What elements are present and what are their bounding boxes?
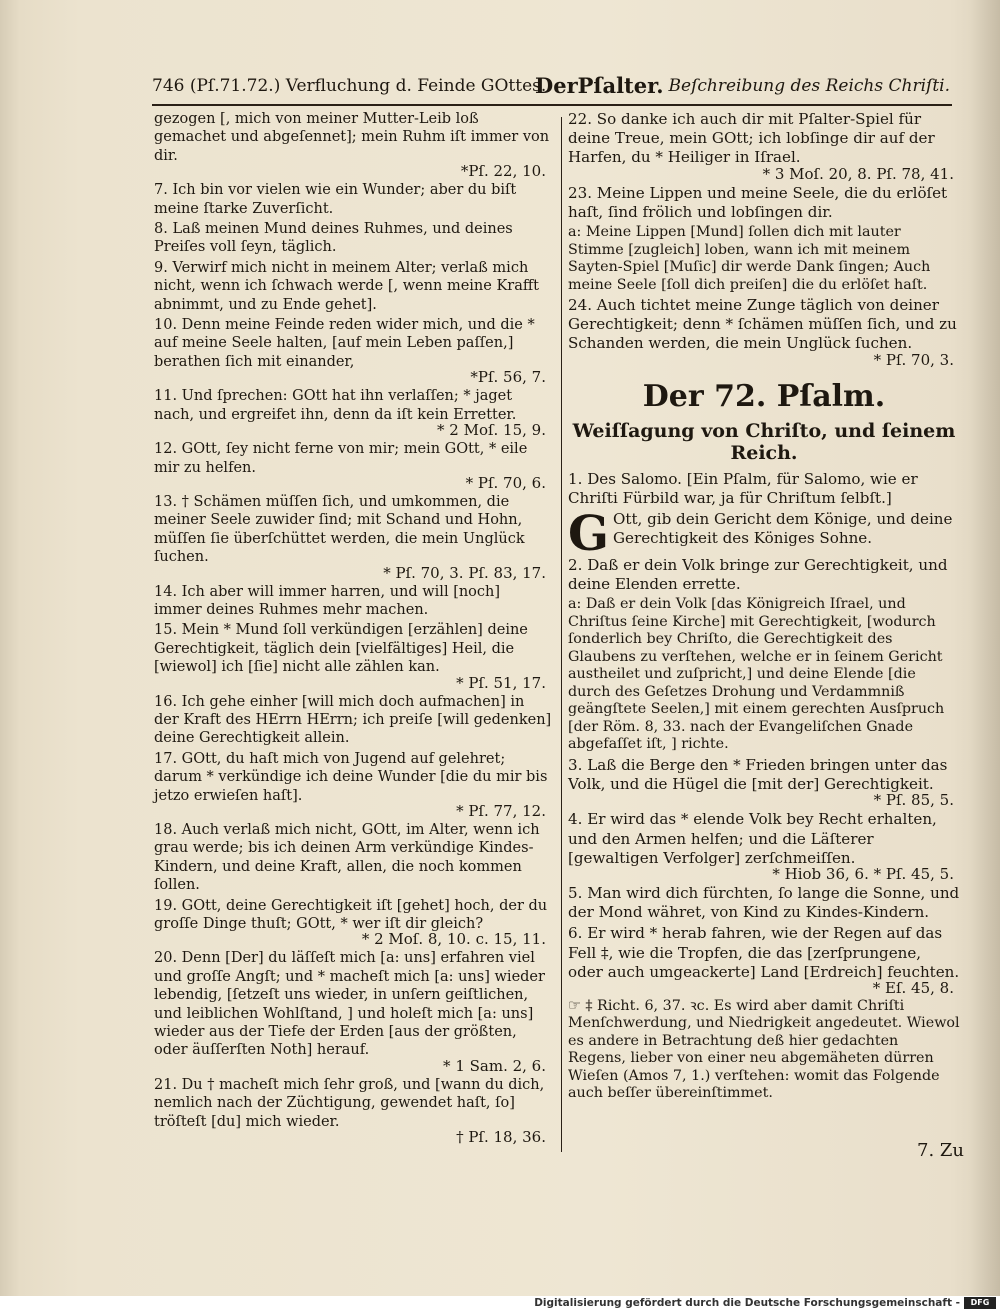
verse: 9. Verwirf mich nicht in meinem Alter; verlaß mich nicht, wenn ich ſchwach werde [, wenn meine Krafft abnimmt, und zu Ende gehet]. [154,259,540,313]
footer-text: Digitalisierung gefördert durch die Deutsche Forschungsgemeinschaft - [534,1297,960,1309]
verse: 14. Ich aber will immer harren, und will [noch] immer deines Ruhmes mehr machen. [154,583,501,618]
drop-cap-initial: G [568,506,609,563]
header-center: DerPſalter. [535,73,664,98]
verse: 2. Daß er dein Volk bringe zur Gerechtigkeit, und deine Elenden errette. [568,556,948,594]
verse: 6. Er wird * herab fahren, wie der Regen auf das Fell ‡, wie die Tropfen, die das [zerſprungene, oder auch umgeackerte] Land [Erdreich] feuchten. * Eſ. 45, 8. [568,924,960,997]
verse: 4. Er wird das * elende Volk bey Recht erhalten, und den Armen helfen; und die Läſterer [gewaltigen Verfolger] zerſchmeiſſen. * Hiob 36, 6. * Pſ. 45, 5. [568,810,954,883]
verse: 7. Ich bin vor vielen wie ein Wunder; aber du biſt meine ſtarke Zuverſicht. [154,182,517,217]
verse: 22. So danke ich auch dir mit Pſalter-Spiel für deine Treue, mein GOtt; ich lobſinge dir auf der Harfen, du * Heiliger in Iſrael. * 3 Moſ. 20, 8. Pſ. 78, 41. [568,110,954,183]
verse: 8. Laß meinen Mund deines Ruhmes, und deines Preiſes voll ſeyn, täglich. [154,221,513,256]
right-column [568,110,960,1105]
verse-note: a: Meine Lippen [Mund] ſollen dich mit lauter Stimme [zugleich] loben, wann ich mit meinem Sayten-Spiel [Muſic] dir werde Dank ſingen; Auch meine Seele [ſoll dich preiſen] die du erlöſet haſt. [568,224,931,293]
verse: 10. Denn meine Feinde reden wider mich, und die * auf meine Seele halten, [auf mein Leben paſſen,] berathen ſich mit einander, *Pſ. 56, 7. [154,317,546,387]
psalm-subtitle: Weiſſagung von Chriſto, und ſeinem Reich. [572,419,956,464]
verse: 13. † Schämen müſſen ſich, und umkommen, die meiner Seele zuwider ſind; mit Schand und Hohn, müſſen ſie überſchüttet werden, die mein Unglück ſuchen. * Pſ. 70, 3. Pſ. 83, 17. [154,493,546,582]
verse: 19. GOtt, deine Gerechtigkeit iſt [gehet] hoch, der du groſſe Dinge thuſt; GOtt, * wer iſt dir gleich? * 2 Moſ. 8, 10. c. 15, 11. [154,897,548,949]
verse: 24. Auch tichtet meine Zunge täglich von deiner Gerechtigkeit; denn * ſchämen müſſen ſich, und zu Schanden werden, die mein Unglück ſuchen. * Pſ. 70, 3. [568,296,957,369]
verse: 3. Laß die Berge den * Frieden bringen unter das Volk, und die Hügel die [mit der] Gerechtigkeit. * Pſ. 85, 5. [568,755,954,810]
verse-note: ☞ ‡ Richt. 6, 37. ꝛc. Es wird aber damit Chriſti Menſchwerdung, und Niedrigkeit angedeutet. Wiewol es andere in Betrachtung deß hier gedachten Regens, lieber von einer neu abgemäheten dürren Wieſen (Amos 7, 1.) verſtehen: womit das Folgende auch beſſer übereinſtimmet. [568,997,960,1102]
dfg-logo: DFG [964,1297,996,1309]
verse-note: a: Daß er dein Volk [das Königreich Iſrael, und Chriſtus ſeine Kirche] mit Gerechtigkeit, [wodurch ſonderlich bey Chriſto, die Gerechtigkeit des Glaubens zu verſtehen, welche er in ſeinem Gericht austheilet und zuſpricht,] und deine Elende [die durch des Geſetzes Drohung und Verdammniß geängſtete Seelen,] mit einem gerechten Ausſpruch [der Röm. 8, 33. nach der Evangeliſchen Gnade abgefaſſet iſt, ] richte. [568,596,945,753]
header-rule [152,104,952,106]
header-right: Beſchreibung des Reichs Chriſti. [668,76,950,96]
verse: 1. Des Salomo. [Ein Pſalm, für Salomo, wie er Chriſti Fürbild war, ja für Chriſtum ſelbſt.] [568,469,918,507]
verse: 16. Ich gehe einher [will mich doch aufmachen] in der Kraft des HErrn HErrn; ich preiſe [will gedenken] deine Gerechtigkeit allein. [154,693,552,747]
verse-with-initial: G Ott, gib dein Gericht dem Könige, und deine Gerechtigkeit des Königes Sohne. [568,506,953,563]
verse: 21. Du † macheſt mich ſehr groß, und [wann du dich, nemlich nach der Züchtigung, gewendet haſt, ſo] tröſteſt [du] mich wieder. † Pſ. 18, 36. [154,1076,546,1147]
header-left: 746 (Pſ.71.72.) Verfluchung d. Feinde GOttes. [152,76,547,96]
verse: 5. Man wird dich fürchten, ſo lange die Sonne, und der Mond währet, von Kind zu Kindes-Kindern. [568,883,960,922]
catchword: 7. Zu [917,1140,964,1161]
verse: 18. Auch verlaß mich nicht, GOtt, im Alter, wenn ich grau werde; bis ich deinen Arm verkündige Kindes-Kindern, und deine Kraft, allen, die noch kommen ſollen. [154,822,540,894]
digitization-footer [0,1296,1000,1311]
verse: 12. GOtt, ſey nicht ferne von mir; mein GOtt, * eile mir zu helfen. * Pſ. 70, 6. [154,441,546,492]
verse: 15. Mein * Mund ſoll verkündigen [erzählen] deine Gerechtigkeit, täglich dein [vielfältiges] Heil, die [wiewol] ich [ſie] nicht alle zählen kan. * Pſ. 51, 17. [154,622,546,692]
verse: 11. Und ſprechen: GOtt hat ihn verlaſſen; * jaget nach, und ergreifet ihn, denn da iſt kein Erretter. * 2 Moſ. 15, 9. [154,388,546,440]
running-header [150,72,950,106]
verse: 17. GOtt, du haſt mich von Jugend auf gelehret; darum * verkündige ich deine Wunder [die du mir bis jetzo erwieſen haſt]. * Pſ. 77, 12. [154,750,548,820]
verse: 20. Denn [Der] du läſſeſt mich [a: uns] erfahren viel und groſſe Angſt; und * macheſt mich [a: uns] wieder lebendig, [ſetzeſt uns wieder, in unſern geiſtlichen, und leiblichen Wohlſtand, ] und holeſt mich [a: uns] wieder aus der Tiefe der Erden [aus der größten, oder äuſſerſten Noth] herauf. * 1 Sam. 2, 6. [154,950,546,1075]
verse: 23. Meine Lippen und meine Seele, die du erlöſet haſt, ſind frölich und lobſingen dir. [568,183,948,221]
column-divider [561,117,562,1152]
verse: gezogen [, mich von meiner Mutter-Leib loß gemachet und abgeſennet]; mein Ruhm iſt immer von dir. *Pſ. 22, 10. [154,111,550,181]
psalm-title: Der 72. Pſalm. [642,378,886,414]
left-column [154,110,552,1147]
